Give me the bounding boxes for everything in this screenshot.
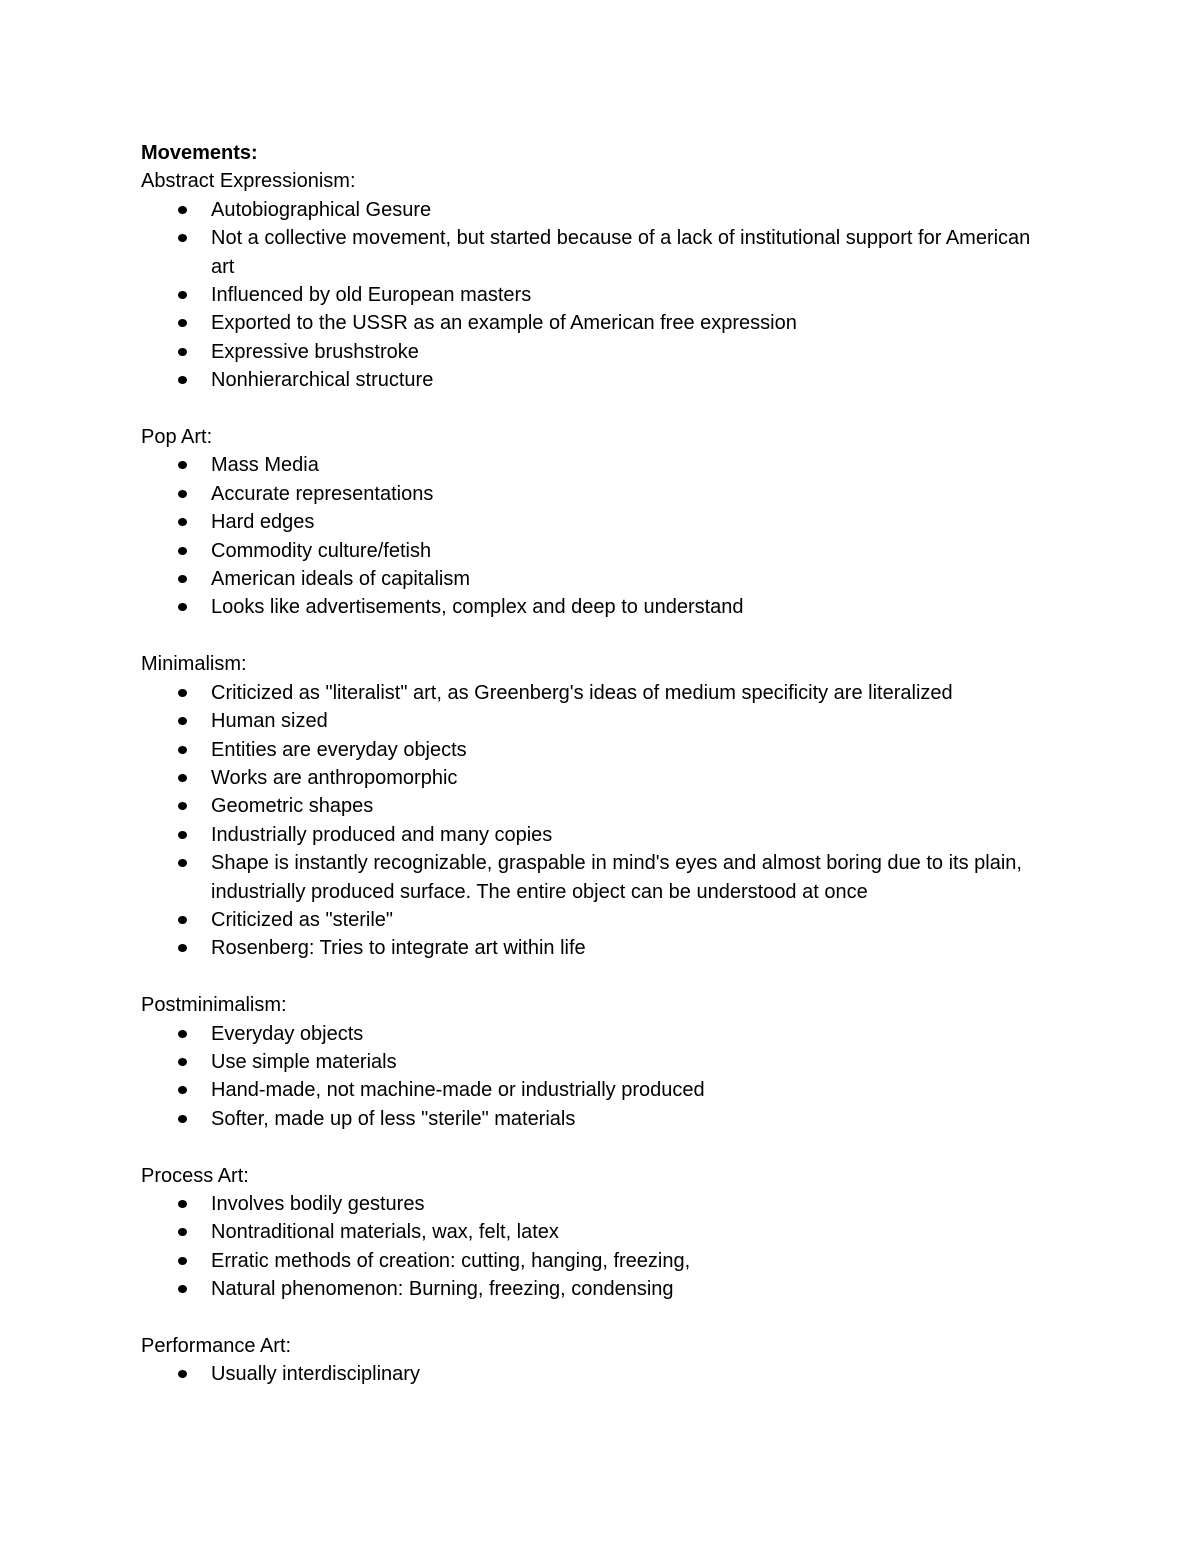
bullet-icon (178, 348, 187, 356)
list-item (141, 679, 1041, 707)
bullet-icon (178, 746, 187, 754)
list-item-text: Exported to the USSR as an example of American free expression (211, 312, 797, 335)
list-item (141, 281, 1041, 309)
list-item (141, 309, 1041, 337)
bullet-icon (178, 1370, 187, 1378)
list-item (141, 1360, 1041, 1388)
document-body (141, 139, 1041, 1389)
section (141, 167, 1041, 394)
list-item (141, 338, 1041, 366)
bullet-icon (178, 206, 187, 214)
list-item-text: Human sized (211, 710, 328, 733)
list-item-text: Softer, made up of less "sterile" materials (211, 1107, 576, 1130)
list-item-text: Influenced by old European masters (211, 284, 532, 307)
bullet-icon (178, 518, 187, 526)
bullet-icon (178, 1030, 187, 1038)
bullet-icon (178, 603, 187, 611)
list-item (141, 934, 1041, 962)
list-item (141, 366, 1041, 394)
bullet-icon (178, 547, 187, 555)
list-item-text: Works are anthropomorphic (211, 766, 458, 789)
list-item (141, 196, 1041, 224)
list-item (141, 1218, 1041, 1246)
bullet-icon (178, 831, 187, 839)
section-heading: Performance Art: (141, 1334, 292, 1357)
bullet-icon (178, 490, 187, 498)
list-item (141, 480, 1041, 508)
list-item (141, 849, 1041, 906)
bullet-icon (178, 1285, 187, 1293)
list-item (141, 537, 1041, 565)
bullet-icon (178, 717, 187, 725)
bullet-icon (178, 575, 187, 583)
list-item-text: Shape is instantly recognizable, graspable in mind's eyes and almost boring due to its plain, industrially produced surface. The entire object can be understood at once (211, 852, 1022, 903)
bullet-icon (178, 859, 187, 867)
list-item (141, 1020, 1041, 1048)
bullet-icon (178, 461, 187, 469)
bullet-icon (178, 689, 187, 697)
list-item (141, 1076, 1041, 1104)
section (141, 1332, 1041, 1389)
bullet-icon (178, 319, 187, 327)
bullet-icon (178, 1228, 187, 1236)
list-item-text: Accurate representations (211, 482, 434, 505)
list-item-text: Usually interdisciplinary (211, 1363, 420, 1386)
bullet-list (141, 196, 1041, 395)
bullet-icon (178, 376, 187, 384)
bullet-list (141, 1020, 1041, 1134)
section-heading: Postminimalism: (141, 994, 287, 1017)
list-item-text: Natural phenomenon: Burning, freezing, condensing (211, 1278, 674, 1301)
list-item-text: Everyday objects (211, 1022, 364, 1045)
list-item (141, 1247, 1041, 1275)
section-heading: Abstract Expressionism: (141, 170, 356, 193)
list-item (141, 1275, 1041, 1303)
list-item-text: Use simple materials (211, 1050, 397, 1073)
list-item (141, 1190, 1041, 1218)
bullet-list (141, 451, 1041, 621)
bullet-list (141, 1360, 1041, 1388)
list-item (141, 707, 1041, 735)
list-item (141, 593, 1041, 621)
bullet-icon (178, 1058, 187, 1066)
list-item-text: American ideals of capitalism (211, 568, 470, 591)
sections-container (141, 167, 1041, 1388)
bullet-icon (178, 1086, 187, 1094)
list-item (141, 764, 1041, 792)
list-item-text: Industrially produced and many copies (211, 823, 553, 846)
section-heading: Minimalism: (141, 653, 247, 676)
list-item-text: Erratic methods of creation: cutting, hanging, freezing, (211, 1249, 691, 1272)
bullet-list (141, 679, 1041, 963)
section (141, 991, 1041, 1133)
list-item-text: Mass Media (211, 454, 319, 477)
list-item (141, 821, 1041, 849)
bullet-icon (178, 291, 187, 299)
bullet-icon (178, 774, 187, 782)
list-item-text: Hard edges (211, 511, 315, 534)
list-item-text: Criticized as "literalist" art, as Greenberg's ideas of medium specificity are literalized (211, 681, 953, 704)
list-item-text: Criticized as "sterile" (211, 908, 394, 931)
list-item-text: Nontraditional materials, wax, felt, latex (211, 1221, 559, 1244)
bullet-icon (178, 916, 187, 924)
bullet-icon (178, 1115, 187, 1123)
bullet-icon (178, 1200, 187, 1208)
list-item-text: Expressive brushstroke (211, 340, 419, 363)
list-item-text: Autobiographical Gesure (211, 198, 432, 221)
list-item (141, 451, 1041, 479)
list-item-text: Entities are everyday objects (211, 738, 467, 761)
section (141, 650, 1041, 962)
section-heading: Pop Art: (141, 426, 213, 449)
list-item-text: Nonhierarchical structure (211, 369, 434, 392)
bullet-icon (178, 1257, 187, 1265)
bullet-list (141, 1190, 1041, 1304)
bullet-icon (178, 944, 187, 952)
section (141, 423, 1041, 622)
list-item-text: Hand-made, not machine-made or industrially produced (211, 1079, 705, 1102)
section-heading: Process Art: (141, 1164, 249, 1187)
bullet-icon (178, 802, 187, 810)
list-item (141, 736, 1041, 764)
list-item (141, 906, 1041, 934)
section (141, 1162, 1041, 1304)
list-item (141, 1105, 1041, 1133)
list-item-text: Looks like advertisements, complex and deep to understand (211, 596, 744, 619)
list-item-text: Geometric shapes (211, 795, 374, 818)
list-item (141, 565, 1041, 593)
bullet-icon (178, 234, 187, 242)
list-item-text: Not a collective movement, but started because of a lack of institutional support for American art (211, 227, 1031, 278)
list-item (141, 224, 1041, 281)
list-item-text: Commodity culture/fetish (211, 539, 432, 562)
list-item (141, 508, 1041, 536)
list-item-text: Rosenberg: Tries to integrate art within life (211, 937, 586, 960)
list-item-text: Involves bodily gestures (211, 1192, 425, 1215)
list-item (141, 1048, 1041, 1076)
document-title: Movements: (141, 142, 258, 164)
list-item (141, 792, 1041, 820)
